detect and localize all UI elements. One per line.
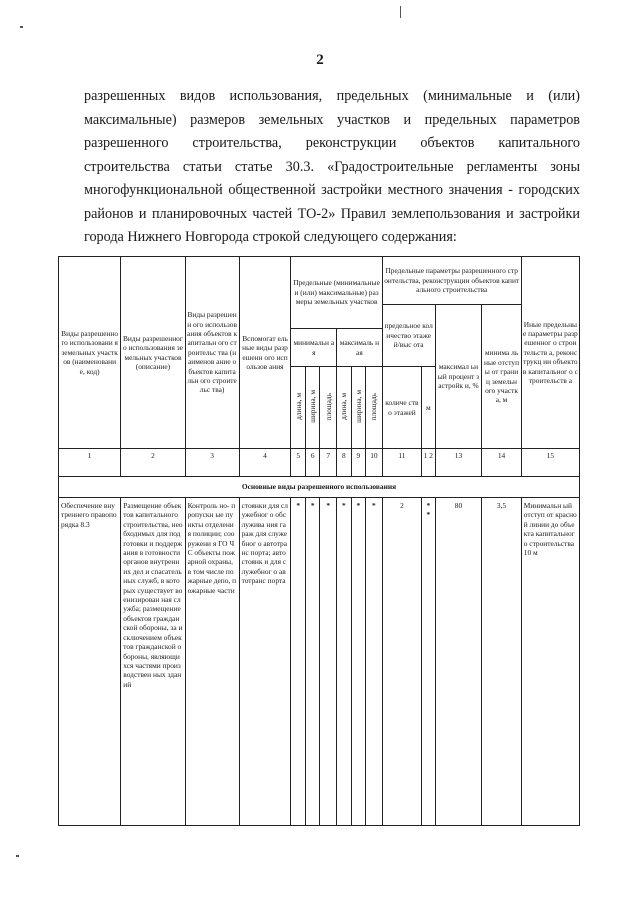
column-number: 1 2 <box>422 449 435 477</box>
header-min-setback: минима льные отступы от границ земельн ого участка, м <box>482 305 521 449</box>
cell-auxiliary-use: стоянки для служебног о обслужива ния гараж для служебног о автотранс порта; автостоянк и для служебног о автотранс порта <box>239 498 291 826</box>
intro-line: максимальные) размеров земельных участков и предельных параметров <box>84 111 580 128</box>
column-number: 14 <box>482 449 521 477</box>
header-building-use-type: Виды разрешенн ого использов ания объектов капитальн ого строительс тва (наименов ание объектов капитальн ого строительс тва) <box>185 257 239 449</box>
intro-paragraph <box>84 85 580 250</box>
column-number: 7 <box>320 449 337 477</box>
cell-height: * * <box>422 498 435 826</box>
header-min-length: длина, м <box>291 367 306 449</box>
intro-line: разрешенного строительства, реконструкции объектов капитального <box>84 135 580 151</box>
header-height-meters: м <box>422 367 435 449</box>
cell-setback: 3,5 <box>482 498 521 826</box>
page-number: 2 <box>316 52 324 68</box>
column-number: 6 <box>305 449 320 477</box>
header-auxiliary-use: Вспомогат ельные виды разрешенн ого использов ания <box>239 257 291 449</box>
table-row <box>59 498 580 826</box>
regulations-table <box>58 256 580 826</box>
cell-max-width: * <box>351 498 366 826</box>
cell-land-use-description: Размещение объектов капитального строительства, необходимых для подготовки и поддержания в готовности органов внутренних дел и спасательных служб, в которых существует военизирован ная служба; размещение объектов гражданской обороны, за исключением объектов гражданской обороны, являющихся частями производствен ных зданий <box>121 498 185 826</box>
scan-mark-top <box>400 6 401 18</box>
column-number: 4 <box>239 449 291 477</box>
header-min-width: ширина, м <box>305 367 320 449</box>
column-number: 1 <box>59 449 121 477</box>
intro-line: районов и планировочных частей ТО-2» Правил землепользования и застройки <box>84 205 580 222</box>
header-land-use-type: Виды разрешенного использовани я земельных участков (наименовани е, код) <box>59 257 121 449</box>
cell-coverage: 80 <box>435 498 482 826</box>
header-land-size-limits: Предельные (минимальные и (или) максимальные) размеры земельных участков <box>291 257 382 329</box>
cell-min-area: * <box>320 498 337 826</box>
cell-floors: 2 <box>382 498 421 826</box>
section-row <box>59 477 580 498</box>
column-number: 10 <box>366 449 383 477</box>
header-max-length: длина, м <box>337 367 352 449</box>
cell-building-use: Контроль но- пропускн ые пункты отделения полиции; сооружени я ГО ЧС объекты пожарной охраны, в том числе пожарные депо, пожарные части <box>185 498 239 826</box>
column-number: 8 <box>337 449 352 477</box>
cell-other-params: Минимальн ый отступ от красной линии до объекта капитальног о строительства 10 м <box>521 498 579 826</box>
column-number: 2 <box>121 449 185 477</box>
header-land-use-description: Виды разрешенного использования земельных участков (описание) <box>121 257 185 449</box>
column-number: 5 <box>291 449 306 477</box>
column-number: 15 <box>521 449 579 477</box>
scan-mark-left <box>20 26 23 28</box>
intro-line: многофункциональной общественной застройки местного значения - городских <box>84 182 580 198</box>
header-min-area: площадь <box>320 367 337 449</box>
header-max-width: ширина, м <box>351 367 366 449</box>
header-max-area: площадь <box>366 367 383 449</box>
header-other-params: Иные предельные параметры разрешенног о строительств а, реконструкц ии объектов капитальног о строительств а <box>521 257 579 449</box>
header-land-max: максималь ная <box>337 329 383 367</box>
column-number: 9 <box>351 449 366 477</box>
cell-max-area: * <box>366 498 383 826</box>
column-number: 3 <box>185 449 239 477</box>
header-construction-params: Предельные параметры разрешенного строительства, реконструкции объектов капитального строительства <box>382 257 521 305</box>
header-floors-height: предельное количество этажей/выс ота <box>382 305 435 367</box>
section-title: Основные виды разрешенного использования <box>59 477 580 498</box>
cell-min-length: * <box>291 498 306 826</box>
intro-line: города Нижнего Новгорода строкой следующего содержания: <box>84 229 457 245</box>
column-number: 11 <box>382 449 421 477</box>
header-max-coverage: максимал ьный процент застройк и, % <box>435 305 482 449</box>
cell-land-use-code: Обеспечение внутреннего правопорядка 8.3 <box>59 498 121 826</box>
intro-line: разрешенных видов использования, предельных (минимальные и (или) <box>84 88 580 104</box>
header-land-min: минимальн ая <box>291 329 337 367</box>
intro-line: строительства статьи статье 30.3. «Градостроительные регламенты зоны <box>84 158 580 175</box>
scan-mark-bottom <box>16 855 19 857</box>
cell-max-length: * <box>337 498 352 826</box>
column-number: 13 <box>435 449 482 477</box>
header-floors-count: количе ство этажей <box>382 367 421 449</box>
column-numbers-row <box>59 449 580 477</box>
cell-min-width: * <box>305 498 320 826</box>
